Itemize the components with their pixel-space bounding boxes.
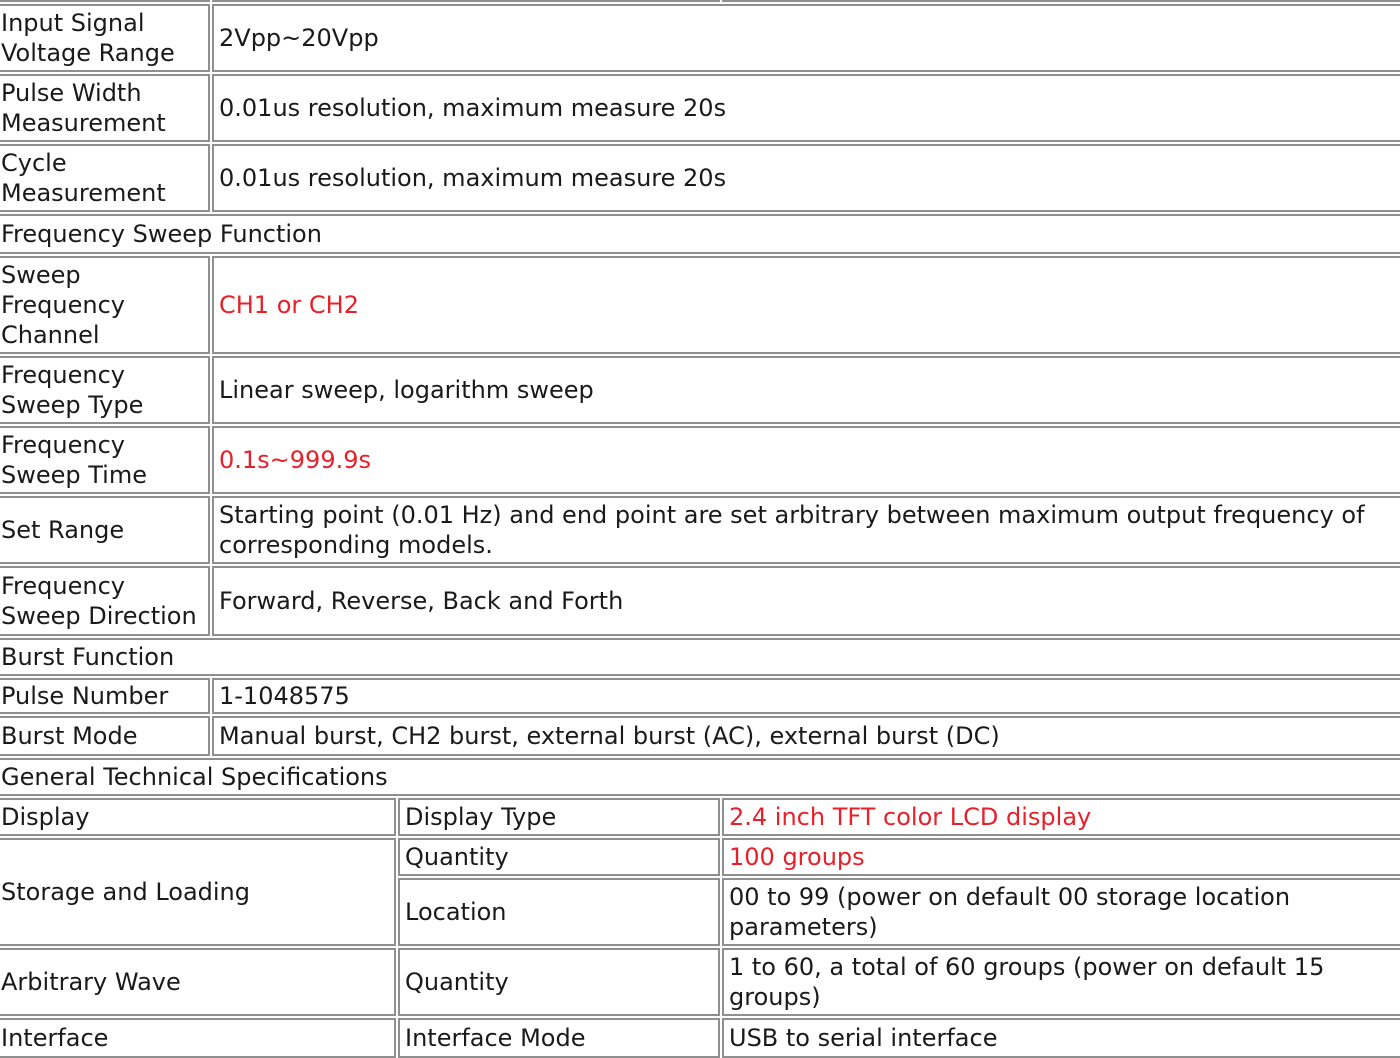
spec-value: Forward, Reverse, Back and Forth xyxy=(212,566,1400,636)
spec-row-sweep-type xyxy=(0,356,1400,424)
spec-label: Pulse Number xyxy=(0,678,210,714)
spec-row-burst-mode xyxy=(0,716,1400,756)
spec-row-sweep-direction xyxy=(0,566,1400,636)
spec-row-cycle xyxy=(0,144,1400,212)
spec-value-highlight: CH1 or CH2 xyxy=(212,256,1400,354)
general-category: Display xyxy=(0,798,396,836)
general-category: Interface xyxy=(0,1018,396,1058)
general-category: Storage and Loading xyxy=(0,838,396,946)
general-param: Display Type xyxy=(398,798,720,836)
spec-row-sweep-channel xyxy=(0,256,1400,354)
spec-label: Frequency Sweep Time xyxy=(0,426,210,494)
spec-label: Cycle Measurement xyxy=(0,144,210,212)
spec-label: Frequency Sweep Direction xyxy=(0,566,210,636)
spec-value: 1-1048575 xyxy=(212,678,1400,714)
spec-value: Manual burst, CH2 burst, external burst (AC), external burst (DC) xyxy=(212,716,1400,756)
section-title: Frequency Sweep Function xyxy=(0,214,1400,254)
general-value-highlight: 100 groups xyxy=(722,838,1400,876)
section-header-burst xyxy=(0,638,1400,676)
spec-row-set-range xyxy=(0,496,1400,564)
spec-row-pulse-width xyxy=(0,74,1400,142)
spec-value: Linear sweep, logarithm sweep xyxy=(212,356,1400,424)
spec-row-input-voltage xyxy=(0,4,1400,72)
spec-value: 0.01us resolution, maximum measure 20s xyxy=(212,144,1400,212)
spec-label: Burst Mode xyxy=(0,716,210,756)
section-title: Burst Function xyxy=(0,638,1400,676)
general-param: Quantity xyxy=(398,838,720,876)
spec-label: Pulse Width Measurement xyxy=(0,74,210,142)
spec-value-highlight: 0.1s~999.9s xyxy=(212,426,1400,494)
general-value-highlight: 2.4 inch TFT color LCD display xyxy=(722,798,1400,836)
general-row-interface xyxy=(0,1018,1400,1058)
general-value: 00 to 99 (power on default 00 storage location parameters) xyxy=(722,878,1400,946)
spec-row-pulse-number xyxy=(0,678,1400,714)
general-value: USB to serial interface xyxy=(722,1018,1400,1058)
spec-row-sweep-time xyxy=(0,426,1400,494)
section-header-general xyxy=(0,758,1400,796)
general-value: 1 to 60, a total of 60 groups (power on default 15 groups) xyxy=(722,948,1400,1016)
spec-value: 2Vpp~20Vpp xyxy=(212,4,1400,72)
spec-label: Input Signal Voltage Range xyxy=(0,4,210,72)
section-header-sweep xyxy=(0,214,1400,254)
general-param: Quantity xyxy=(398,948,720,1016)
section-title: General Technical Specifications xyxy=(0,758,1400,796)
spec-label: Frequency Sweep Type xyxy=(0,356,210,424)
spec-label: Sweep Frequency Channel xyxy=(0,256,210,354)
general-row-arbitrary xyxy=(0,948,1400,1016)
general-row-storage xyxy=(0,838,1400,946)
general-param: Interface Mode xyxy=(398,1018,720,1058)
general-category: Arbitrary Wave xyxy=(0,948,396,1016)
spec-label: Set Range xyxy=(0,496,210,564)
general-param: Location xyxy=(398,878,720,946)
spec-value: 0.01us resolution, maximum measure 20s xyxy=(212,74,1400,142)
spec-value: Starting point (0.01 Hz) and end point are set arbitrary between maximum output frequency of corresponding models. xyxy=(212,496,1400,564)
general-row-display xyxy=(0,798,1400,836)
